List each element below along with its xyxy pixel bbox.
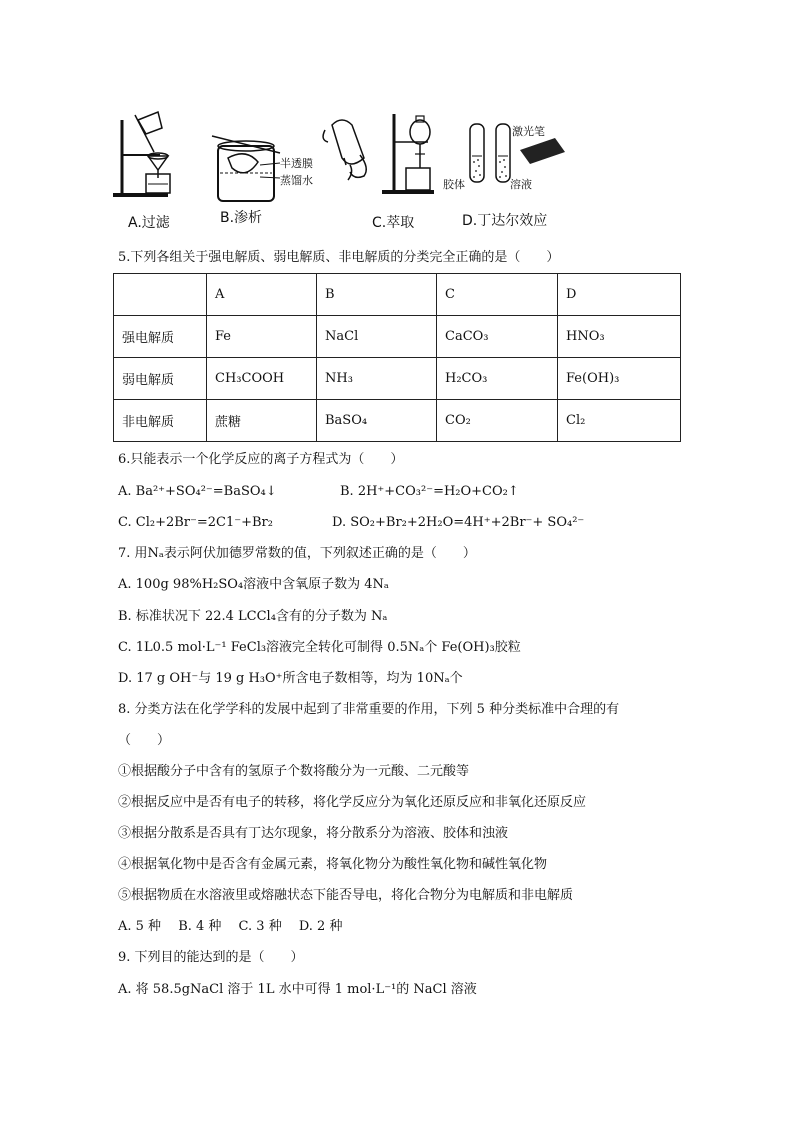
- table-cell: A: [207, 274, 317, 316]
- apparatus-figures: [110, 110, 570, 235]
- q6-option-c: C. Cl₂+2Br⁻=2C1⁻+Br₂: [118, 515, 273, 530]
- membrane-label: 半透膜: [280, 157, 313, 170]
- table-header-row: [114, 274, 681, 316]
- table-cell: Cl₂: [558, 400, 681, 442]
- q8-options: A. 5 种 B. 4 种 C. 3 种 D. 2 种: [118, 919, 343, 934]
- colloid-label: 胶体: [443, 178, 465, 191]
- table-cell: 强电解质: [114, 316, 207, 358]
- q8-item-1: ①根据酸分子中含有的氢原子个数将酸分为一元酸、二元酸等: [118, 764, 470, 779]
- table-cell: B: [317, 274, 437, 316]
- table-cell: BaSO₄: [317, 400, 437, 442]
- q9-option-a: A. 将 58.5gNaCl 溶于 1L 水中可得 1 mol·L⁻¹的 NaCl 溶液: [118, 982, 477, 997]
- q5-classification-table: [113, 273, 681, 442]
- fig-c-label: C.萃取: [372, 215, 415, 231]
- table-cell: D: [558, 274, 681, 316]
- table-row: [114, 358, 681, 400]
- table-cell: 弱电解质: [114, 358, 207, 400]
- q8-answer-paren: （ ）: [118, 733, 171, 748]
- q7-option-b: B. 标准状况下 22.4 LCCl₄含有的分子数为 Nₐ: [118, 609, 388, 624]
- filtration-apparatus-icon: [110, 110, 185, 210]
- solution-label: 溶液: [510, 178, 532, 191]
- extraction-apparatus-icon: [320, 110, 440, 200]
- table-row: [114, 400, 681, 442]
- table-cell: 非电解质: [114, 400, 207, 442]
- table-row: [114, 316, 681, 358]
- table-cell: C: [437, 274, 558, 316]
- table-cell: Fe(OH)₃: [558, 358, 681, 400]
- table-cell: CaCO₃: [437, 316, 558, 358]
- pointer-lines-icon: [260, 160, 282, 180]
- q8-item-5: ⑤根据物质在水溶液里或熔融状态下能否导电，将化合物分为电解质和非电解质: [118, 888, 574, 903]
- table-cell: [114, 274, 207, 316]
- q8-item-3: ③根据分散系是否具有丁达尔现象，将分散系分为溶液、胶体和浊液: [118, 826, 509, 841]
- table-cell: NH₃: [317, 358, 437, 400]
- q8-item-4: ④根据氧化物中是否含有金属元素，将氧化物分为酸性氧化物和碱性氧化物: [118, 857, 548, 872]
- q8-stem: 8. 分类方法在化学学科的发展中起到了非常重要的作用，下列 5 种分类标准中合理的有: [118, 702, 620, 717]
- table-cell: CH₃COOH: [207, 358, 317, 400]
- q6-stem: 6.只能表示一个化学反应的离子方程式为（ ）: [118, 452, 404, 467]
- table-cell: H₂CO₃: [437, 358, 558, 400]
- fig-b-label: B.渗析: [220, 210, 263, 226]
- laser-pen-label: 激光笔: [512, 125, 545, 138]
- q7-option-a: A. 100g 98%H₂SO₄溶液中含氧原子数为 4Nₐ: [118, 577, 389, 592]
- table-cell: 蔗糖: [207, 400, 317, 442]
- q6-option-a: A. Ba²⁺+SO₄²⁻=BaSO₄↓: [118, 484, 277, 499]
- table-cell: HNO₃: [558, 316, 681, 358]
- q7-option-c: C. 1L0.5 mol·L⁻¹ FeCl₃溶液完全转化可制得 0.5Nₐ个 Fe(OH)₃胶粒: [118, 640, 521, 655]
- q8-item-2: ②根据反应中是否有电子的转移，将化学反应分为氧化还原反应和非氧化还原反应: [118, 795, 587, 810]
- fig-a-label: A.过滤: [128, 215, 170, 231]
- q6-option-b: B. 2H⁺+CO₃²⁻=H₂O+CO₂↑: [340, 484, 519, 499]
- q9-stem: 9. 下列目的能达到的是（ ）: [118, 950, 304, 965]
- table-cell: Fe: [207, 316, 317, 358]
- q6-option-d: D. SO₂+Br₂+2H₂O=4H⁺+2Br⁻+ SO₄²⁻: [332, 515, 585, 530]
- q7-stem: 7. 用Nₐ表示阿伏加德罗常数的值，下列叙述正确的是（ ）: [118, 546, 476, 561]
- table-cell: NaCl: [317, 316, 437, 358]
- distilled-water-label: 蒸馏水: [280, 174, 313, 187]
- fig-d-label: D.丁达尔效应: [462, 213, 548, 229]
- q5-stem: 5.下列各组关于强电解质、弱电解质、非电解质的分类完全正确的是（ ）: [118, 250, 560, 265]
- table-cell: CO₂: [437, 400, 558, 442]
- q7-option-d: D. 17 g OH⁻与 19 g H₃O⁺所含电子数相等，均为 10Nₐ个: [118, 671, 463, 686]
